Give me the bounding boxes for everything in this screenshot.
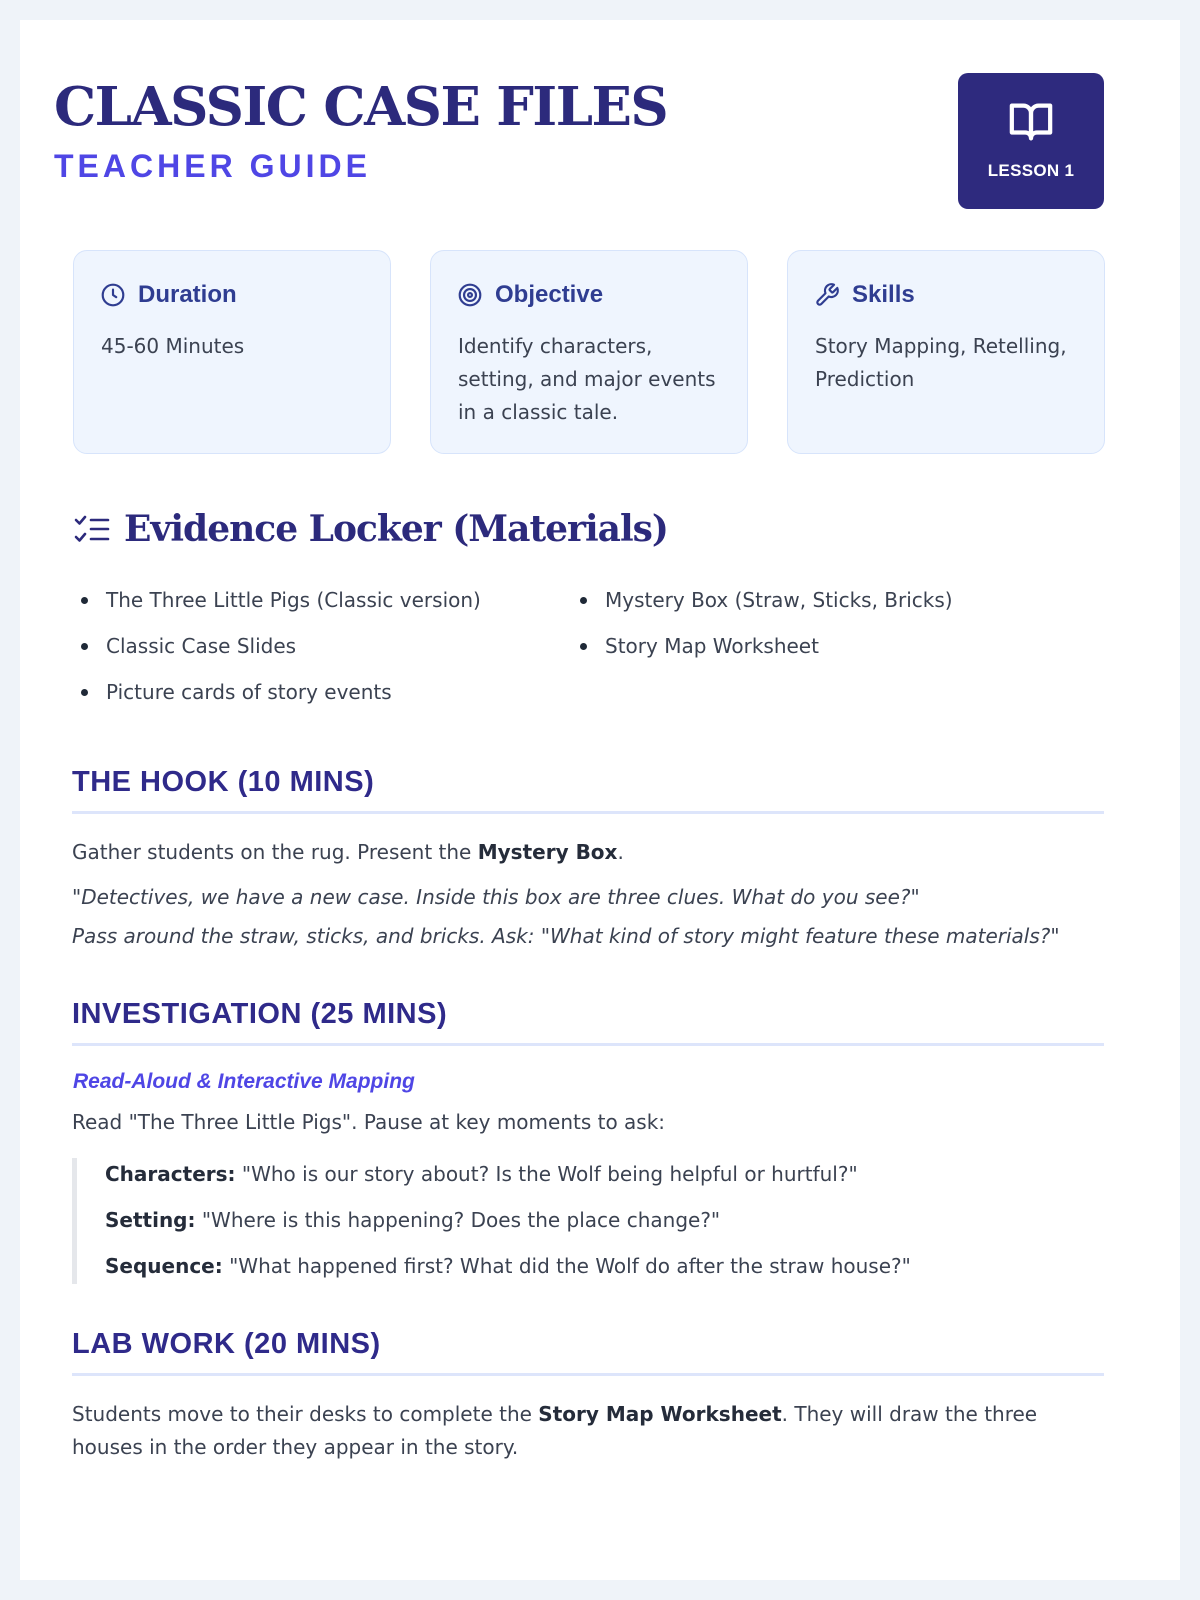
list-item: Mystery Box (Straw, Sticks, Bricks)	[572, 584, 953, 630]
question-sequence: Sequence: "What happened first? What did the Wolf do after the straw house?"	[105, 1254, 911, 1278]
investigation-subheading: Read-Aloud & Interactive Mapping	[73, 1070, 415, 1093]
duration-card-title: Duration	[138, 281, 237, 308]
page-subtitle: TEACHER GUIDE	[54, 148, 371, 184]
objective-card-value: Identify characters, setting, and major events in a classic tale.	[458, 334, 716, 424]
mystery-box-term: Mystery Box	[477, 840, 618, 864]
book-open-icon	[1005, 98, 1057, 144]
investigation-heading: INVESTIGATION (25 MINS)	[72, 998, 1104, 1046]
list-item: The Three Little Pigs (Classic version)	[73, 584, 481, 630]
skills-card	[787, 250, 1105, 454]
duration-card	[73, 250, 391, 454]
materials-list-left	[73, 584, 481, 722]
list-item: Classic Case Slides	[73, 630, 481, 676]
page-title: CLASSIC CASE FILES	[54, 76, 668, 138]
materials-heading-text: Evidence Locker (Materials)	[124, 508, 668, 550]
checklist-icon	[74, 513, 110, 545]
lesson-badge-label: LESSON 1	[987, 161, 1075, 180]
wrench-icon	[814, 282, 840, 308]
objective-card	[430, 250, 748, 454]
list-item: Picture cards of story events	[73, 676, 481, 722]
investigation-intro: Read "The Three Little Pigs". Pause at key moments to ask:	[72, 1110, 666, 1134]
materials-heading	[74, 508, 668, 550]
lab-heading: LAB WORK (20 MINS)	[72, 1328, 1104, 1376]
hook-heading: THE HOOK (10 MINS)	[72, 766, 1104, 814]
lab-description: Students move to their desks to complete the Story Map Worksheet. They will draw the three houses in the order they appear in the story.	[72, 1402, 1038, 1459]
skills-card-title: Skills	[852, 281, 915, 308]
objective-card-title: Objective	[495, 281, 604, 308]
worksheet-term: Story Map Worksheet	[538, 1402, 782, 1426]
clock-icon	[100, 282, 126, 308]
materials-list-right	[572, 584, 953, 676]
discussion-questions	[72, 1158, 1104, 1284]
list-item: Story Map Worksheet	[572, 630, 953, 676]
hook-quote: "Detectives, we have a new case. Inside this box are three clues. What do you see?"	[72, 885, 920, 909]
question-characters: Characters: "Who is our story about? Is the Wolf being helpful or hurtful?"	[105, 1162, 858, 1186]
lesson-badge	[958, 73, 1104, 209]
hook-intro: Gather students on the rug. Present the Mystery Box.	[72, 840, 624, 864]
skills-card-value: Story Mapping, Retelling, Prediction	[815, 334, 1067, 391]
duration-card-value: 45-60 Minutes	[101, 334, 245, 358]
question-setting: Setting: "Where is this happening? Does the place change?"	[105, 1208, 721, 1232]
hook-prompt: Pass around the straw, sticks, and bricks. Ask: "What kind of story might feature these materials?"	[72, 924, 1060, 948]
target-icon	[457, 282, 483, 308]
